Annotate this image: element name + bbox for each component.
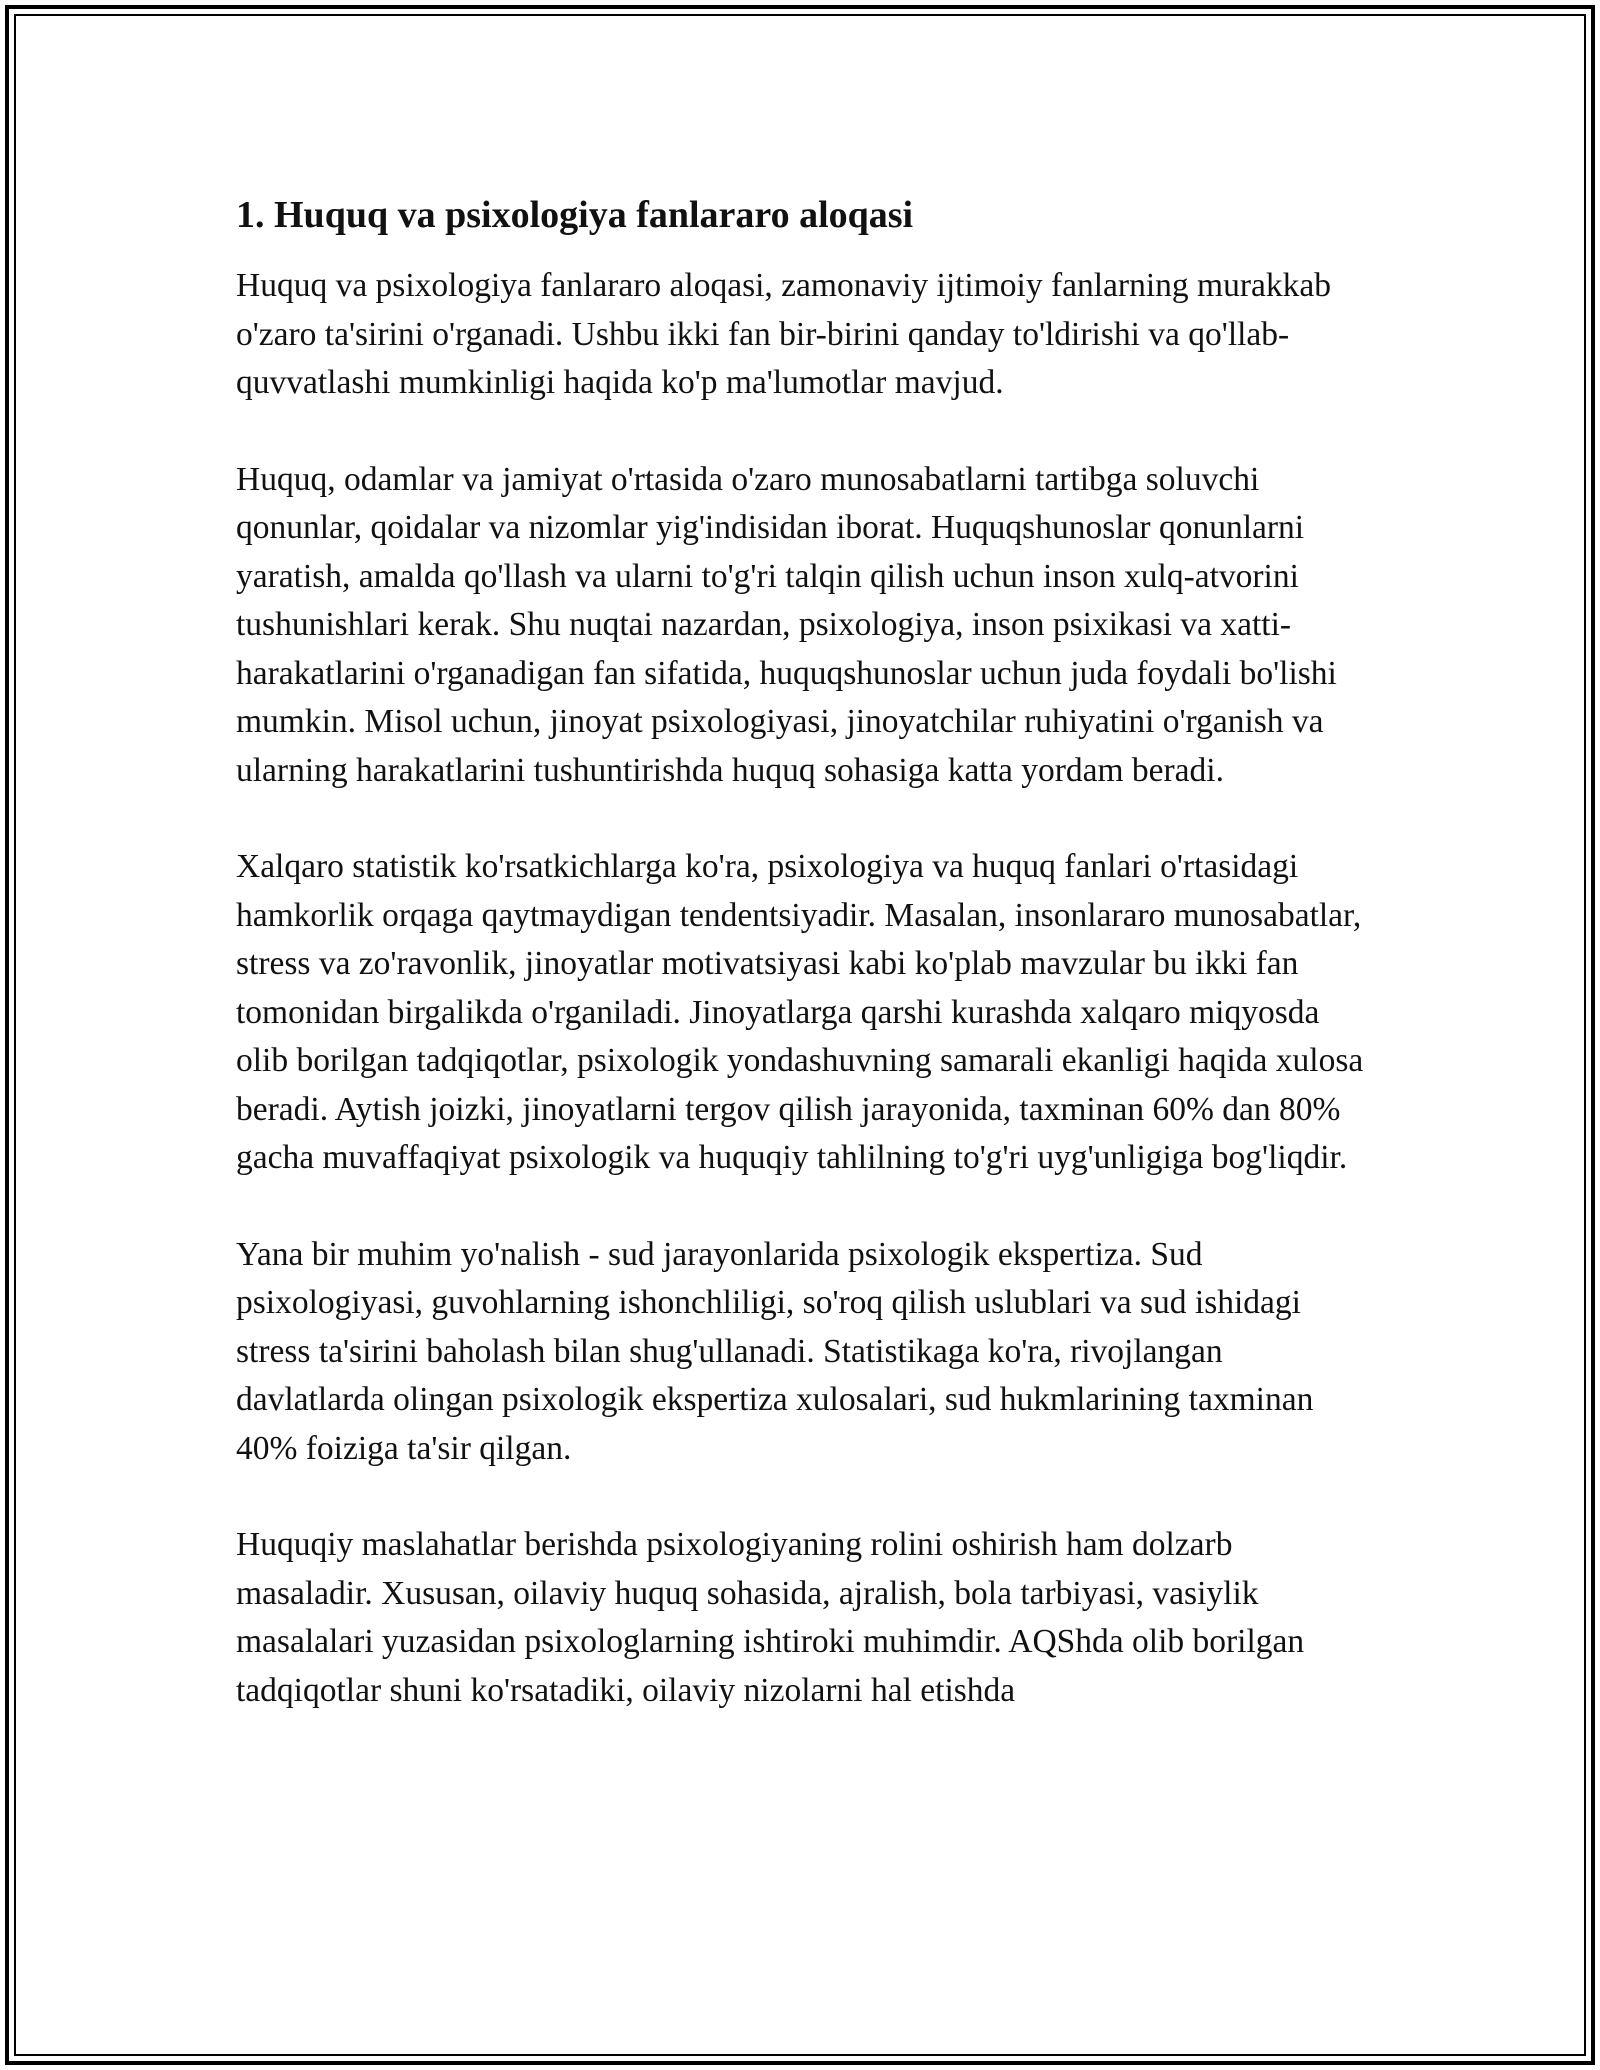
paragraph-forensic-expertise: Yana bir muhim yo'nalish - sud jarayonlarida psixologik ekspertiza. Sud psixologiyasi, guvohlarning ishonchliligi, so'roq qilish uslublari va sud ishidagi stress ta'sirini baholash bilan shug'ullanadi. Statistikaga ko'ra, rivojlangan davlatlarda olingan psixologik ekspertiza xulosalari, sud hukmlarining taxminan 40% foiziga ta'sir qilgan. bbox=[236, 1235, 1314, 1467]
document-body bbox=[236, 188, 1376, 1763]
paragraph-international-statistics: Xalqaro statistik ko'rsatkichlarga ko'ra, psixologiya va huquq fanlari o'rtasidagi hamkorlik orqaga qaytmaydigan tendentsiyadir. Masalan, insonlararo munosabatlar, stress va zo'ravonlik, jinoyatlar motivatsiyasi kabi ko'plab mavzular bu ikki fan tomonidan birgalikda o'rganiladi. Jinoyatlarga qarshi kurashda xalqaro miqyosda olib borilgan tadqiqotlar, psixologik yondashuvning samarali ekanligi haqida xulosa beradi. Aytish joizki, jinoyatlarni tergov qilish jarayonida, taxminan 60% dan 80% gacha muvaffaqiyat psixologik va huquqiy tahlilning to'g'ri uyg'unligiga bog'liqdir. bbox=[236, 848, 1364, 1176]
section-heading: 1. Huquq va psixologiya fanlararo aloqasi bbox=[236, 194, 914, 236]
paragraph-legal-advice: Huquqiy maslahatlar berishda psixologiyaning rolini oshirish ham dolzarb masaladir. Xususan, oilaviy huquq sohasida, ajralish, bola tarbiyasi, vasiylik masalalari yuzasidan psixologlarning ishtiroki muhimdir. AQShda olib borilgan tadqiqotlar shuni ko'rsatadiki, oilaviy nizolarni hal etishda bbox=[236, 1526, 1305, 1709]
paragraph-intro: Huquq va psixologiya fanlararo aloqasi, zamonaviy ijtimoiy fanlarning murakkab o'zaro ta'sirini o'rganadi. Ushbu ikki fan bir-birini qanday to'ldirishi va qo'llab-quvvatlashi mumkinligi haqida ko'p ma'lumotlar mavjud. bbox=[236, 267, 1331, 401]
paragraph-law-definition: Huquq, odamlar va jamiyat o'rtasida o'zaro munosabatlarni tartibga soluvchi qonunlar, qoidalar va nizomlar yig'indisidan iborat. Huquqshunoslar qonunlarni yaratish, amalda qo'llash va ularni to'g'ri talqin qilish uchun inson xulq-atvorini tushunishlari kerak. Shu nuqtai nazardan, psixologiya, inson psixikasi va xatti-harakatlarini o'rganadigan fan sifatida, huquqshunoslar uchun juda foydali bo'lishi mumkin. Misol uchun, jinoyat psixologiyasi, jinoyatchilar ruhiyatini o'rganish va ularning harakatlarini tushuntirishda huquq sohasiga katta yordam beradi. bbox=[236, 460, 1337, 789]
